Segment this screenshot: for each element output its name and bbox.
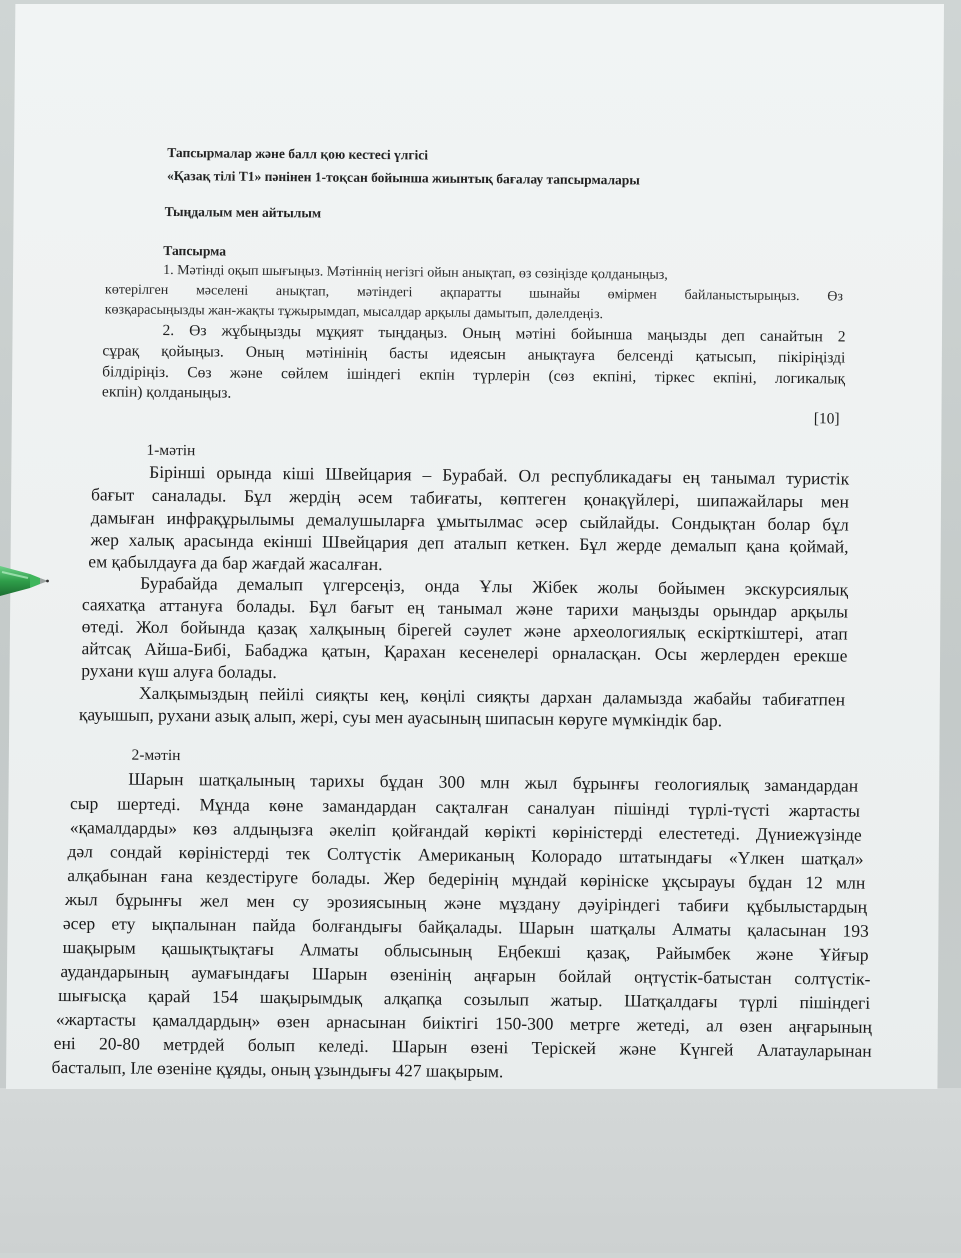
text2-line-1: Шарын шатқалының тарихы бұдан 300 млн жыл бұрынғы геологиялық замандардан (128, 768, 859, 796)
text1-line-7: саяхатқа аттануға болады. Бұл бағыт ең танымал және тарихи маңызды орындар арқылы (81, 594, 849, 622)
text2-line-11: «жартасты қамалдардың» өзен арнасынан биіктігі 150-300 метрге жетеді, ал өзен аңғарының (55, 1008, 873, 1037)
text1-line-11: Халқымыздың пейілі сияқты кең, көңілі сияқты дархан даламызда жабайы табиғатпен (138, 682, 846, 710)
text2-line-3: «қамалдарды» көз алдыңызға әкеліп қойғандай көрікті көріністерді елестетеді. Дүниежүзінде (69, 817, 862, 845)
green-pen-icon (0, 562, 52, 600)
text2-line-5: алқабынан ғана кездестіруге болады. Жер бедерінің мұндай көрініске ұқсырауы бұдан 12 млн (67, 865, 866, 893)
text2-line-9: аудандарының аумағындағы Шарын өзенінің аңғарын бойлай оңтүстік-батыстан солтүстік- (60, 960, 871, 989)
task-p2-line-1: 2. Өз жұбыңызды мұқият тыңдаңыз. Оның мәтіні бойынша маңызды деп санайтын 2 (162, 321, 846, 346)
text1-line-5: ем қабылдауға да бар жағдай жасалған. (88, 551, 383, 575)
task-p1-line-3: көзқарасыңызды жан-жақты тұжырымдап, мысалдар арқылы дамытып, дәлелдеңіз. (104, 302, 604, 323)
task-heading: Тапсырма (163, 242, 227, 259)
text1-line-12: қауышып, рухани азық алып, жері, суы мен ауасының шипасын көруге мүмкіндік бар. (78, 704, 723, 731)
title-line-1: Тапсырмалар және балл қою кестесі үлгісі (167, 144, 429, 163)
text2-line-6: жыл бұрынғы жел мен су эрозиясының және мұздану дәуіріндегі табиғи құбылыстардың (65, 889, 868, 917)
task-p1-line-2: көтерілген мәселені анықтап, мәтіндегі ақпаратты шынайы өмірмен байланыстырыңыз. Өз (104, 282, 843, 305)
text1-line-8: өтеді. Жол бойында қазақ халқының бірегей сәулет және археологиялық ескірткіштері, атап (81, 616, 848, 644)
text1-label: 1-мәтін (146, 441, 196, 460)
title-line-2: «Қазақ тілі Т1» пәнінен 1-тоқсан бойынша жиынтық бағалау тапсырмалары (166, 167, 640, 188)
text1-line-9: айтсақ Айша-Бибі, Бабаджа қатын, Қарахан кесенелері орналасқан. Осы жерлерден ерекше (81, 638, 848, 666)
task-p2-line-3: білдіріңіз. Сөз және сөйлем ішіндегі екпін түрлерін (сөз екпіні, тіркес екпіні, логикалық (102, 363, 846, 388)
text2-line-12: ені 20-80 метрдей болып келеді. Шарын өзені Теріскей және Күнгей Алатауларынан (53, 1032, 872, 1061)
text2-line-10: шығысқа қарай 154 шақырымдық алқапқа созылып жатыр. Шатқалдағы түрлі пішіндегі (58, 984, 871, 1013)
text1-line-2: бағыт саналады. Бұл жердің әсем табиғаты, көптеген қонақүйлері, шипажайлары мен (90, 484, 850, 512)
text2-line-7: әсер ету ықпалынан пайда болғандығы байқалады. Шарын шатқалы Алматы қаласынан 193 (62, 913, 869, 941)
text2-label: 2-мәтін (131, 746, 181, 765)
section-heading: Тыңдалым мен айтылым (164, 203, 322, 221)
text2-line-8: шақырым қашықтықтағы Алматы облысының Еңбекші қазақ, Райымбек және Ұйғыр (62, 937, 869, 965)
text2-line-13: басталып, Іле өзеніне құяды, оның ұзындығы 427 шақырым. (51, 1056, 504, 1082)
text1-line-1: Бірінші орында кіші Швейцария – Бурабай. Ол республикадағы ең танымал туристік (149, 461, 850, 489)
task-p1-line-1: 1. Мәтінді оқып шығыңыз. Мәтіннің негізгі ойын анықтап, өз сөзіңізде қолданыңыз, (163, 262, 668, 283)
text1-line-6: Бурабайда демалып үлгерсеңіз, онда Ұлы Жібек жолы бойымен экскурсиялық (140, 572, 849, 600)
task-p2-line-4: екпін) қолданыңыз. (101, 383, 232, 402)
text1-line-10: рухани күш алуға болады. (81, 660, 277, 683)
score-label: [10] (813, 410, 840, 428)
task-p2-line-2: сұрақ қойыңыз. Оның мәтінінің басты идеясын анықтауға белсенді қатысып, пікіріңізді (102, 342, 846, 367)
text2-line-2: сыр шертеді. Мұнда көне замандардан сақталған саналуан пішінді түрлі-түсті жартасты (69, 793, 861, 821)
text1-line-4: жер халық арасында екінші Швейцария деп аталып кеткен. Бұл жерде демалып қана қоймай, (90, 529, 849, 557)
text2-line-4: дәл сондай көріністерді тек Солтүстік Американың Колорадо штатындағы «Үлкен шатқал» (67, 841, 864, 869)
text1-line-3: дамыған инфрақұрылымы демалушыларға ұмытылмас әсер сыйлайды. Сондықтан болар бұл (90, 507, 849, 535)
